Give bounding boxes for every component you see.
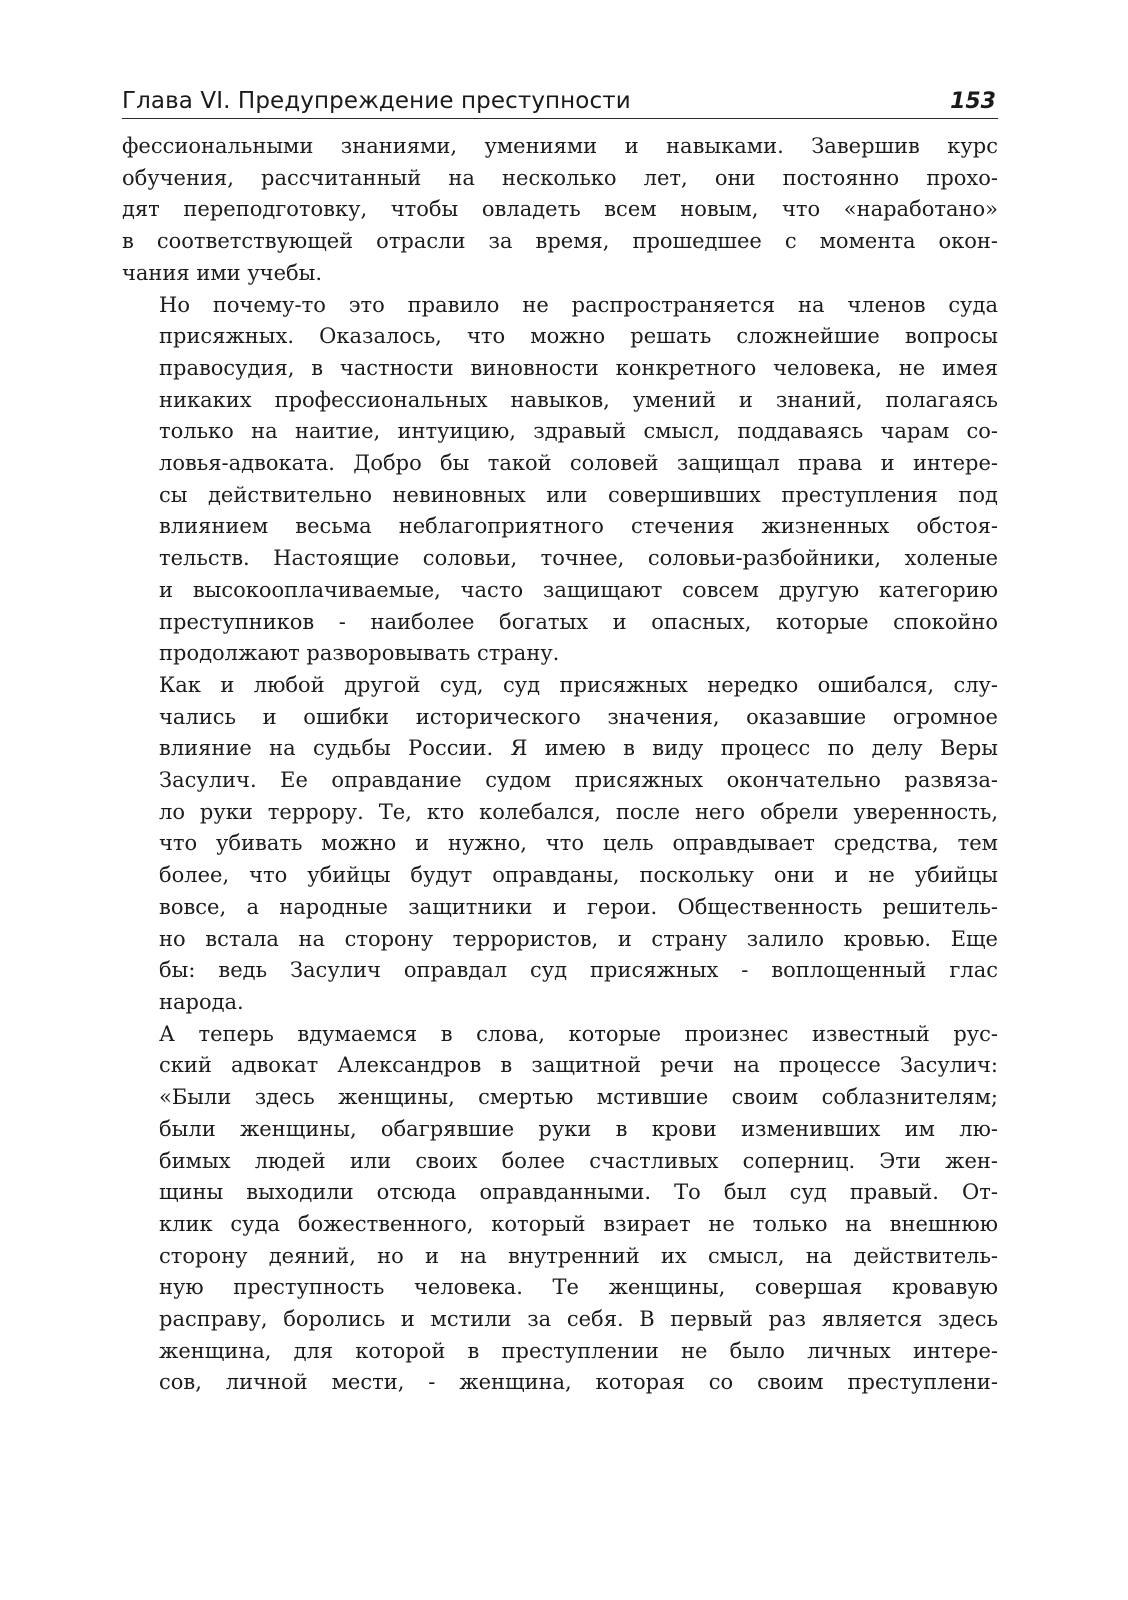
text-line: «Были здесь женщины, смертью мстившие своим соблазнителям;	[159, 1085, 998, 1110]
text-line: только на наитие, интуицию, здравый смысл, поддаваясь чарам со-	[159, 419, 998, 444]
text-line: народа.	[159, 989, 244, 1014]
paragraph	[122, 670, 998, 1019]
text-line: Как и любой другой суд, суд присяжных нередко ошибался, слу-	[159, 672, 998, 697]
text-line: более, что убийцы будут оправданы, поскольку они и не убийцы	[159, 863, 998, 888]
text-line: и высокооплачиваемые, часто защищают совсем другую категорию	[159, 577, 998, 602]
text-line: расправу, боролись и мстили за себя. В первый раз является здесь	[159, 1307, 998, 1332]
text-line: сов, личной мести, - женщина, которая со своим преступлени-	[159, 1370, 998, 1395]
text-line: чания ими учебы.	[122, 260, 323, 285]
text-line: продолжают разворовывать страну.	[159, 641, 560, 666]
text-line: тельств. Настоящие соловьи, точнее, соловьи-разбойники, холеные	[159, 546, 998, 571]
text-line: преступников - наиболее богатых и опасных, которые спокойно	[159, 609, 998, 634]
text-line: бимых людей или своих более счастливых соперниц. Эти жен-	[159, 1148, 998, 1173]
running-header	[122, 88, 998, 119]
paragraph	[122, 131, 998, 290]
paragraph	[122, 290, 998, 670]
text-line: дят переподготовку, чтобы овладеть всем новым, что «наработано»	[122, 197, 998, 222]
text-line: влиянием весьма неблагоприятного стечения жизненных обстоя-	[159, 514, 998, 539]
text-line: обучения, рассчитанный на несколько лет, они постоянно прохо-	[122, 165, 998, 190]
text-line: присяжных. Оказалось, что можно решать сложнейшие вопросы	[159, 324, 998, 349]
text-line: фессиональными знаниями, умениями и навыками. Завершив курс	[122, 134, 998, 158]
page-number: 153	[950, 89, 996, 114]
text-line: клик суда божественного, который взирает не только на внешнюю	[159, 1211, 998, 1236]
text-line: ную преступность человека. Те женщины, совершая кровавую	[159, 1275, 998, 1300]
text-line: ло руки террору. Те, кто колебался, после него обрели уверенность,	[159, 799, 998, 824]
text-line: Но почему-то это правило не распространяется на членов суда	[159, 292, 998, 317]
text-line: А теперь вдумаемся в слова, которые произнес известный рус-	[159, 1021, 998, 1046]
text-line: ский адвокат Александров в защитной речи на процессе Засулич:	[159, 1053, 998, 1078]
text-line: ловья-адвоката. Добро бы такой соловей защищал права и интере-	[159, 451, 998, 476]
text-line: в соответствующей отрасли за время, прошедшее с момента окон-	[122, 229, 998, 254]
text-line: чались и ошибки исторического значения, оказавшие огромное	[159, 704, 998, 729]
text-line: женщина, для которой в преступлении не было личных интере-	[159, 1338, 998, 1363]
text-line: никаких профессиональных навыков, умений и знаний, полагаясь	[159, 387, 998, 412]
text-line: сы действительно невиновных или совершивших преступления под	[159, 482, 998, 507]
text-line: вовсе, а народные защитники и герои. Общественность решитель-	[159, 894, 998, 919]
text-line: щины выходили отсюда оправданными. То был суд правый. От-	[159, 1180, 998, 1205]
body-text	[122, 131, 998, 1399]
chapter-title: Глава VI. Предупреждение преступности	[122, 88, 631, 114]
text-line: были женщины, обагрявшие руки в крови изменивших им лю-	[159, 1116, 998, 1141]
book-page	[122, 88, 998, 1399]
text-line: Засулич. Ее оправдание судом присяжных окончательно развяза-	[159, 768, 998, 793]
text-line: сторону деяний, но и на внутренний их смысл, на действитель-	[159, 1243, 998, 1268]
text-line: что убивать можно и нужно, что цель оправдывает средства, тем	[159, 831, 998, 856]
text-line: бы: ведь Засулич оправдал суд присяжных - воплощенный глас	[159, 958, 998, 983]
text-line: правосудия, в частности виновности конкретного человека, не имея	[159, 355, 998, 380]
text-line: влияние на судьбы России. Я имею в виду процесс по делу Веры	[159, 736, 998, 761]
paragraph	[122, 1019, 998, 1399]
text-line: но встала на сторону террористов, и страну залило кровью. Еще	[159, 926, 998, 951]
